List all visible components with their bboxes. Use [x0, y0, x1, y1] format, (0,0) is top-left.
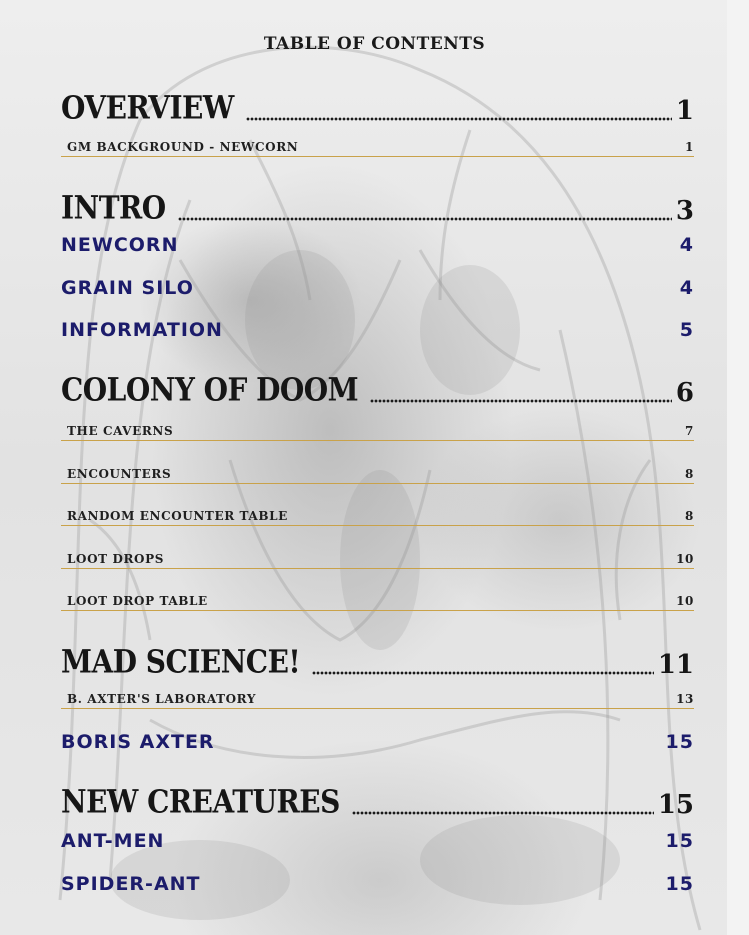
toc-entry-page-number: 5: [679, 319, 694, 341]
toc-entry-gm-background-newcorn[interactable]: [61, 137, 694, 157]
page-edge-strip: [727, 0, 749, 935]
toc-entry-spider-ant[interactable]: [61, 872, 694, 896]
toc-entry-label: B. AXTER'S LABORATORY: [67, 691, 257, 706]
toc-entry-random-encounter-table[interactable]: [61, 506, 694, 526]
toc-entry-loot-drop-table[interactable]: [61, 591, 694, 611]
toc-entry-page-number: 15: [657, 790, 694, 820]
toc-entry-label: ANT-MEN: [61, 830, 165, 852]
toc-entry-encounters[interactable]: [61, 464, 694, 484]
toc-entry-newcorn[interactable]: [61, 233, 694, 257]
dot-leader: [178, 217, 672, 221]
toc-entry-label: NEW CREATURES: [61, 783, 340, 821]
toc-entry-information[interactable]: [61, 318, 694, 342]
toc-entry-page-number: 8: [685, 466, 694, 481]
toc-entry-label: GM BACKGROUND - NEWCORN: [67, 139, 299, 154]
toc-entry-new-creatures[interactable]: [61, 778, 694, 821]
toc-entry-label: SPIDER-ANT: [61, 873, 201, 895]
toc-entry-label: MAD SCIENCE!: [61, 643, 301, 681]
toc-entry-label: LOOT DROP TABLE: [67, 593, 208, 608]
toc-entry-label: BORIS AXTER: [61, 731, 215, 753]
toc-entry-ant-men[interactable]: [61, 829, 694, 853]
toc-entry-label: GRAIN SILO: [61, 277, 194, 299]
page-title: TABLE OF CONTENTS: [263, 34, 486, 54]
toc-entry-page-number: 3: [675, 196, 694, 226]
toc-entry-page-number: 15: [665, 873, 694, 895]
dot-leader: [246, 117, 672, 121]
toc-entry-label: LOOT DROPS: [67, 551, 164, 566]
toc-entry-label: RANDOM ENCOUNTER TABLE: [67, 508, 288, 523]
toc-entry-page-number: 1: [685, 139, 694, 154]
toc-entry-overview[interactable]: [61, 84, 694, 127]
toc-entry-label: INTRO: [61, 189, 166, 227]
toc-entry-page-number: 10: [676, 551, 694, 566]
toc-entry-page-number: 10: [676, 593, 694, 608]
toc-entry-page-number: 7: [685, 423, 694, 438]
toc-entry-intro[interactable]: [61, 184, 694, 227]
toc-entry-label: OVERVIEW: [61, 89, 234, 127]
toc-entry-label: THE CAVERNS: [67, 423, 174, 438]
toc-entry-label: NEWCORN: [61, 234, 179, 256]
toc-entry-page-number: 4: [679, 277, 694, 299]
toc-entry-colony-of-doom[interactable]: [61, 366, 694, 409]
toc-entry-boris-axter[interactable]: [61, 730, 694, 754]
toc-entry-loot-drops[interactable]: [61, 549, 694, 569]
dot-leader: [312, 671, 654, 675]
toc-entry-page-number: 1: [675, 96, 694, 126]
toc-entry-page-number: 4: [679, 234, 694, 256]
toc-entry-page-number: 15: [665, 830, 694, 852]
toc-entry-page-number: 13: [676, 691, 694, 706]
toc-entry-label: ENCOUNTERS: [67, 466, 172, 481]
toc-entry-grain-silo[interactable]: [61, 276, 694, 300]
dot-leader: [370, 399, 672, 403]
toc-entry-page-number: 15: [665, 731, 694, 753]
toc-entry-the-caverns[interactable]: [61, 421, 694, 441]
dot-leader: [352, 811, 654, 815]
toc-entry-page-number: 8: [685, 508, 694, 523]
toc-entry-label: COLONY OF DOOM: [61, 371, 359, 409]
toc-entry-mad-science[interactable]: [61, 638, 694, 681]
toc-entry-b-axter-s-laboratory[interactable]: [61, 689, 694, 709]
toc-entry-label: INFORMATION: [61, 319, 223, 341]
toc-entry-page-number: 11: [657, 650, 694, 680]
toc-entry-page-number: 6: [675, 378, 694, 408]
